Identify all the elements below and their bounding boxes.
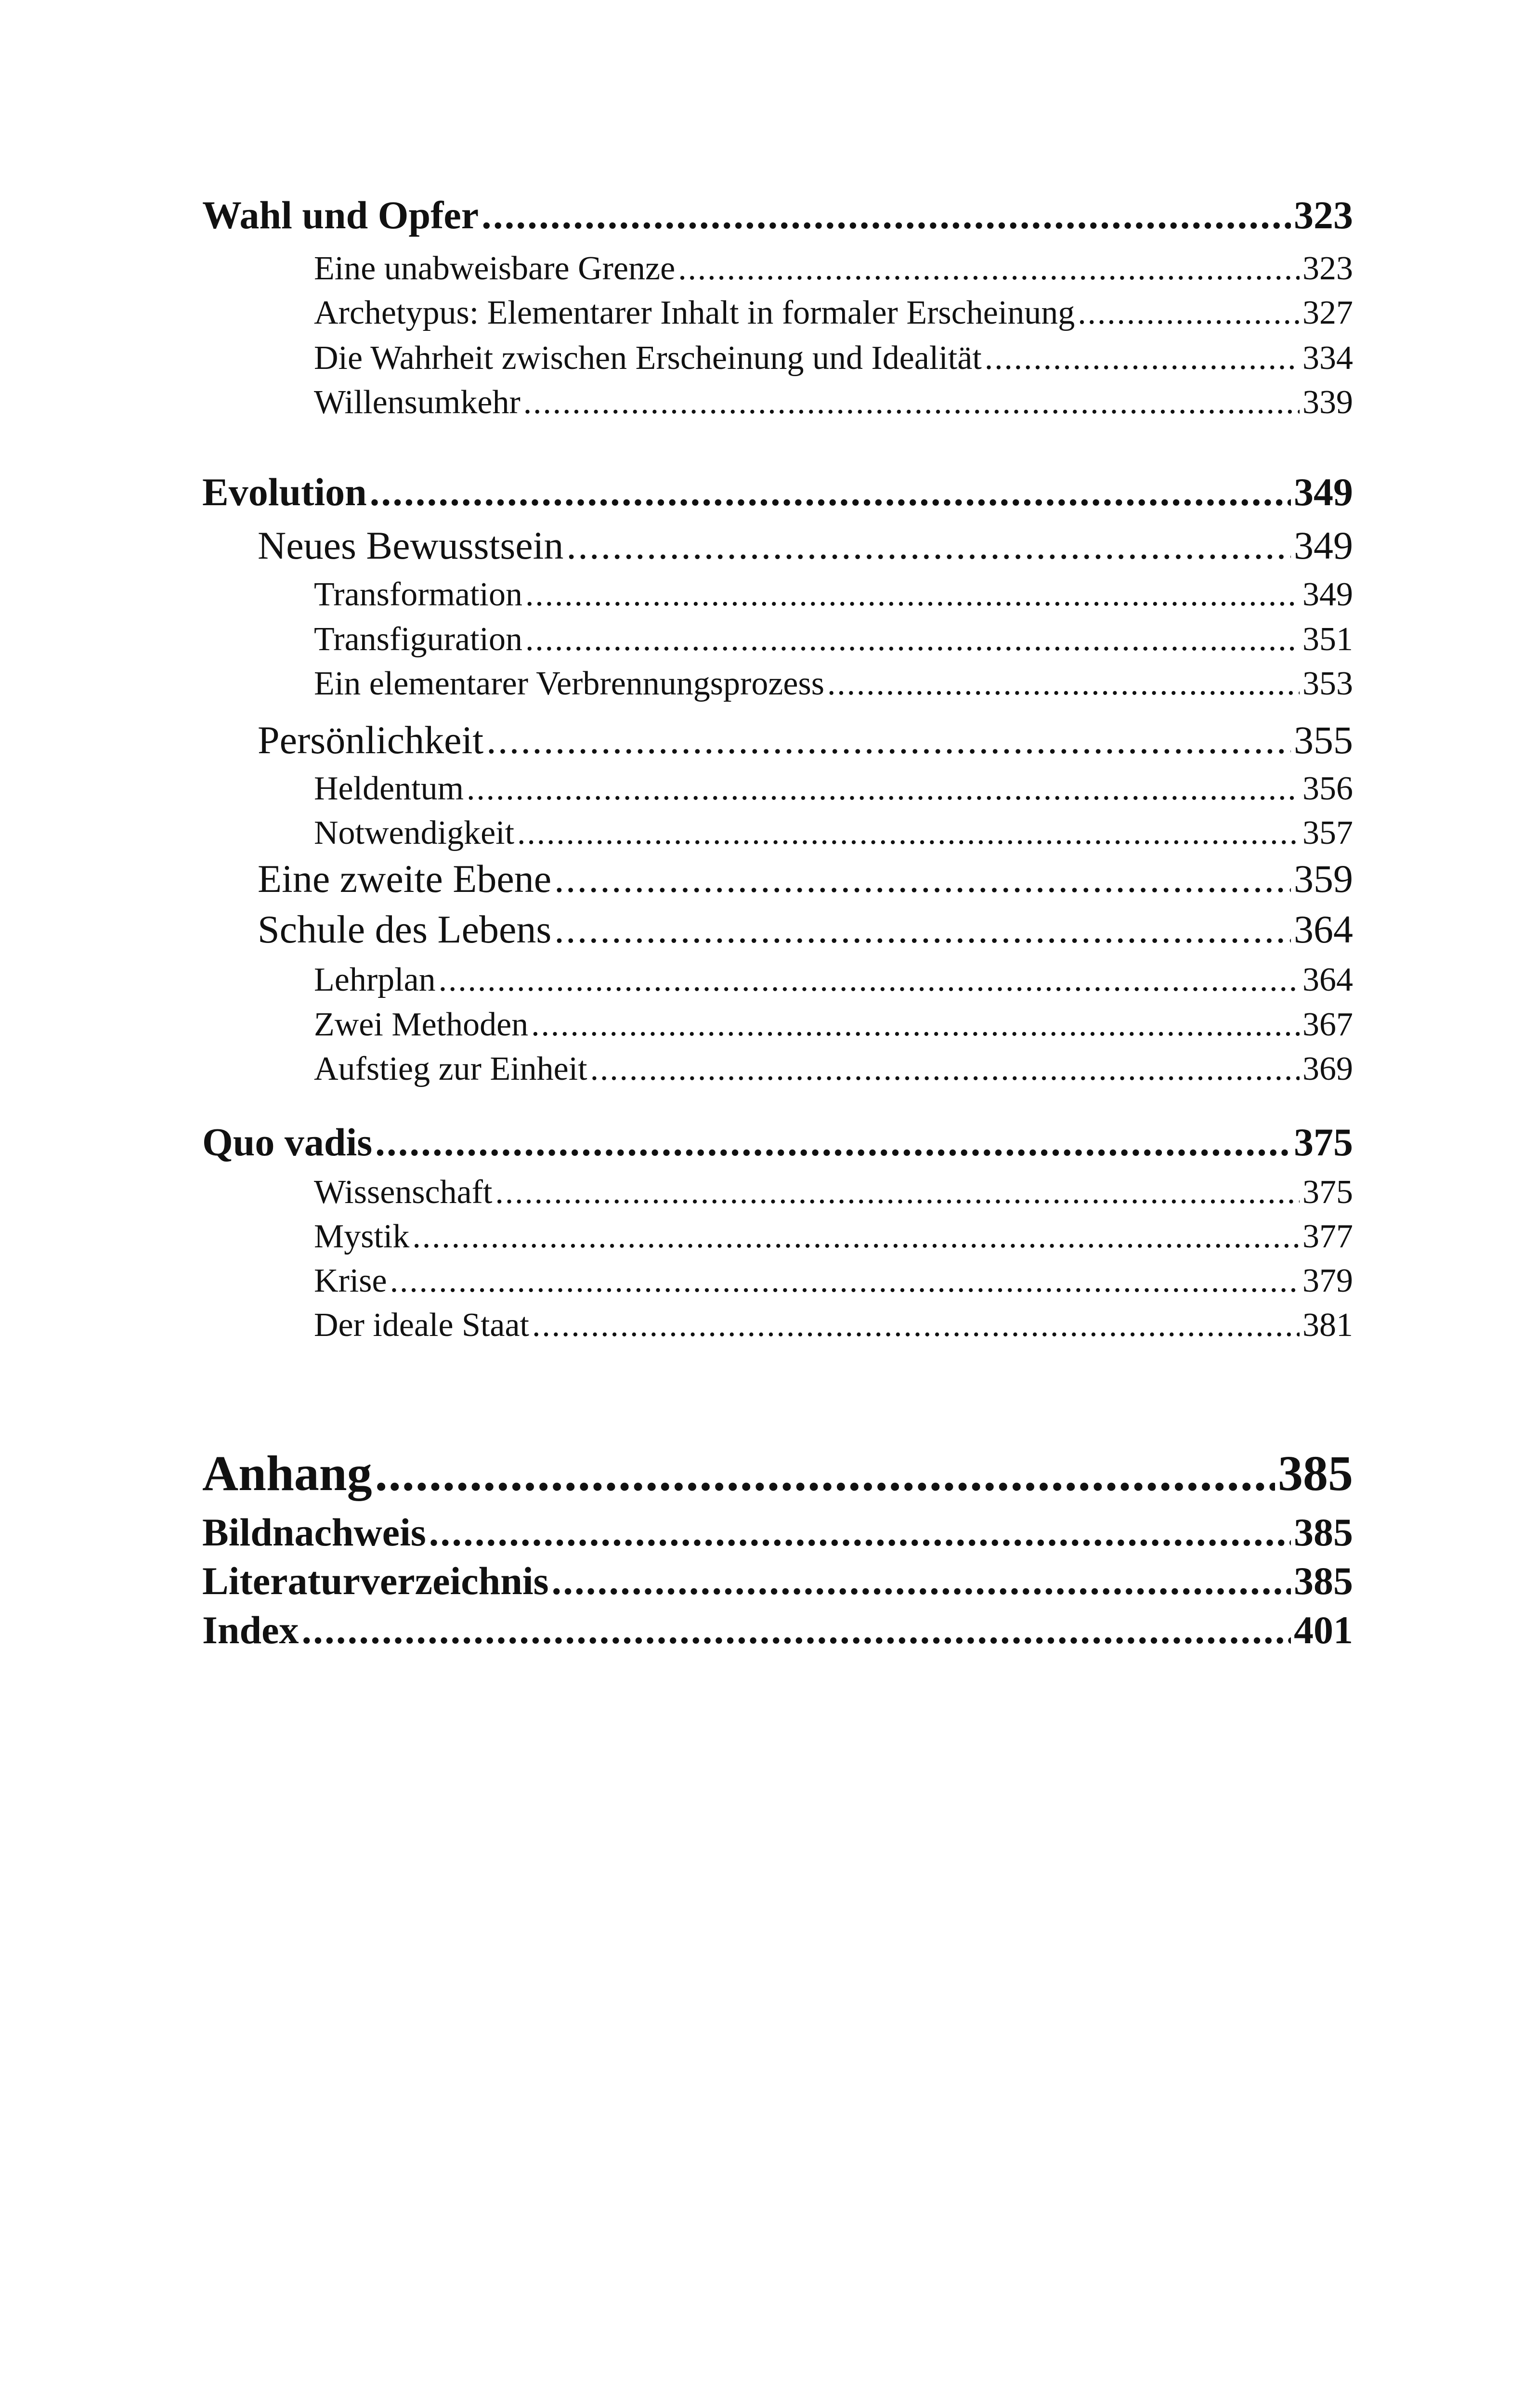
- dot-leader: [302, 1608, 1291, 1653]
- dot-leader: [532, 1306, 1300, 1345]
- dot-leader: [985, 339, 1300, 378]
- dot-leader: [412, 1217, 1300, 1256]
- dot-leader: [554, 856, 1291, 902]
- dot-leader: [525, 576, 1300, 614]
- toc-entry-page-number: 353: [1302, 665, 1353, 702]
- toc-entry-page-number: 364: [1294, 907, 1353, 951]
- toc-entry[interactable]: [202, 1510, 1353, 1555]
- toc-entry-page-number: 375: [1294, 1120, 1353, 1164]
- toc-entry-title: Heldentum: [314, 770, 464, 807]
- dot-leader: [531, 1006, 1300, 1044]
- toc-entry[interactable]: [314, 1050, 1353, 1088]
- toc-entry[interactable]: [314, 770, 1353, 808]
- toc-entry-page-number: 323: [1294, 193, 1353, 237]
- toc-entry-title: Literaturverzeichnis: [202, 1559, 549, 1603]
- toc-entry[interactable]: [314, 339, 1353, 378]
- toc-entry-title: Schule des Lebens: [258, 907, 552, 951]
- toc-entry-title: Transfiguration: [314, 621, 522, 658]
- toc-entry-page-number: 385: [1294, 1510, 1353, 1554]
- toc-entry-title: Der ideale Staat: [314, 1307, 530, 1344]
- toc-entry-page-number: 349: [1294, 523, 1353, 567]
- toc-entry-page-number: 359: [1294, 857, 1353, 901]
- toc-entry-page-number: 323: [1302, 250, 1353, 287]
- toc-entry[interactable]: [258, 907, 1353, 952]
- dot-leader: [390, 1262, 1300, 1300]
- toc-entry-title: Evolution: [202, 470, 367, 514]
- toc-entry-page-number: 364: [1302, 961, 1353, 998]
- toc-entry[interactable]: [202, 193, 1353, 238]
- dot-leader: [486, 718, 1291, 763]
- dot-leader: [678, 249, 1300, 288]
- toc-entry-title: Eine zweite Ebene: [258, 857, 552, 901]
- toc-entry[interactable]: [202, 1558, 1353, 1604]
- toc-entry-title: Index: [202, 1608, 299, 1652]
- toc-entry-page-number: 355: [1294, 718, 1353, 762]
- toc-entry-title: Die Wahrheit zwischen Erscheinung und Idealität: [314, 340, 982, 377]
- toc-entry-title: Wissenschaft: [314, 1174, 493, 1211]
- toc-entry-title: Mystik: [314, 1218, 410, 1255]
- toc-entry[interactable]: [314, 1217, 1353, 1256]
- dot-leader: [375, 1120, 1291, 1165]
- dot-leader: [552, 1558, 1291, 1604]
- toc-entry-title: Krise: [314, 1262, 387, 1299]
- toc-entry-page-number: 377: [1302, 1218, 1353, 1255]
- toc-entry[interactable]: [314, 249, 1353, 288]
- toc-entry[interactable]: [314, 294, 1353, 332]
- toc-entry-title: Lehrplan: [314, 961, 436, 998]
- toc-entry[interactable]: [258, 856, 1353, 902]
- toc-entry[interactable]: [258, 718, 1353, 763]
- toc-entry-title: Wahl und Opfer: [202, 193, 479, 237]
- dot-leader: [566, 523, 1291, 568]
- toc-entry-title: Persönlichkeit: [258, 718, 484, 762]
- toc-entry[interactable]: [314, 1306, 1353, 1345]
- toc-entry-page-number: 385: [1278, 1446, 1353, 1501]
- toc-entry[interactable]: [314, 576, 1353, 614]
- toc-entry-page-number: 385: [1294, 1559, 1353, 1603]
- toc-entry-title: Neues Bewusstsein: [258, 523, 564, 567]
- toc-entry-page-number: 381: [1302, 1307, 1353, 1344]
- dot-leader: [523, 383, 1300, 422]
- toc-entry[interactable]: [202, 1120, 1353, 1165]
- toc-entry-title: Notwendigkeit: [314, 814, 515, 851]
- toc-entry[interactable]: [314, 814, 1353, 852]
- toc-entry-page-number: 369: [1302, 1050, 1353, 1087]
- toc-entry-title: Archetypus: Elementarer Inhalt in formaler Erscheinung: [314, 294, 1075, 331]
- toc-entry[interactable]: [314, 383, 1353, 422]
- toc-entry[interactable]: [258, 523, 1353, 568]
- toc-entry-page-number: 367: [1302, 1006, 1353, 1043]
- dot-leader: [439, 961, 1300, 999]
- toc-entry[interactable]: [314, 665, 1353, 703]
- toc-entry[interactable]: [202, 1445, 1353, 1502]
- dot-leader: [429, 1510, 1291, 1555]
- dot-leader: [827, 665, 1300, 703]
- toc-entry[interactable]: [314, 620, 1353, 659]
- toc-entry-title: Eine unabweisbare Grenze: [314, 250, 676, 287]
- dot-leader: [554, 907, 1291, 952]
- toc-entry-page-number: 379: [1302, 1262, 1353, 1299]
- dot-leader: [1078, 294, 1300, 332]
- dot-leader: [375, 1445, 1275, 1502]
- toc-entry-page-number: 401: [1294, 1608, 1353, 1652]
- toc-entry-title: Bildnachweis: [202, 1510, 426, 1554]
- dot-leader: [467, 770, 1300, 808]
- toc-entry[interactable]: [314, 961, 1353, 999]
- toc-entry-page-number: 349: [1294, 470, 1353, 514]
- toc-entry[interactable]: [202, 1608, 1353, 1653]
- toc-entry[interactable]: [314, 1173, 1353, 1212]
- toc-entry-page-number: 356: [1302, 770, 1353, 807]
- dot-leader: [370, 470, 1291, 515]
- dot-leader: [482, 193, 1291, 238]
- toc-entry-page-number: 327: [1302, 294, 1353, 331]
- dot-leader: [495, 1173, 1300, 1212]
- dot-leader: [517, 814, 1300, 852]
- toc-entry-title: Ein elementarer Verbrennungsprozess: [314, 665, 824, 702]
- toc-entry-title: Quo vadis: [202, 1120, 373, 1164]
- toc-entry-title: Willensumkehr: [314, 384, 521, 421]
- dot-leader: [525, 620, 1300, 659]
- toc-entry-page-number: 351: [1302, 621, 1353, 658]
- toc-entry-title: Anhang: [202, 1446, 372, 1501]
- toc-entry[interactable]: [314, 1006, 1353, 1044]
- toc-entry-title: Aufstieg zur Einheit: [314, 1050, 587, 1087]
- toc-entry-title: Transformation: [314, 576, 522, 613]
- toc-entry-page-number: 375: [1302, 1174, 1353, 1211]
- toc-entry-page-number: 349: [1302, 576, 1353, 613]
- toc-entry-page-number: 357: [1302, 814, 1353, 851]
- dot-leader: [590, 1050, 1300, 1088]
- toc-entry[interactable]: [202, 470, 1353, 515]
- toc-entry-title: Zwei Methoden: [314, 1006, 529, 1043]
- toc-entry[interactable]: [314, 1262, 1353, 1300]
- toc-entry-page-number: 334: [1302, 340, 1353, 377]
- toc-entry-page-number: 339: [1302, 384, 1353, 421]
